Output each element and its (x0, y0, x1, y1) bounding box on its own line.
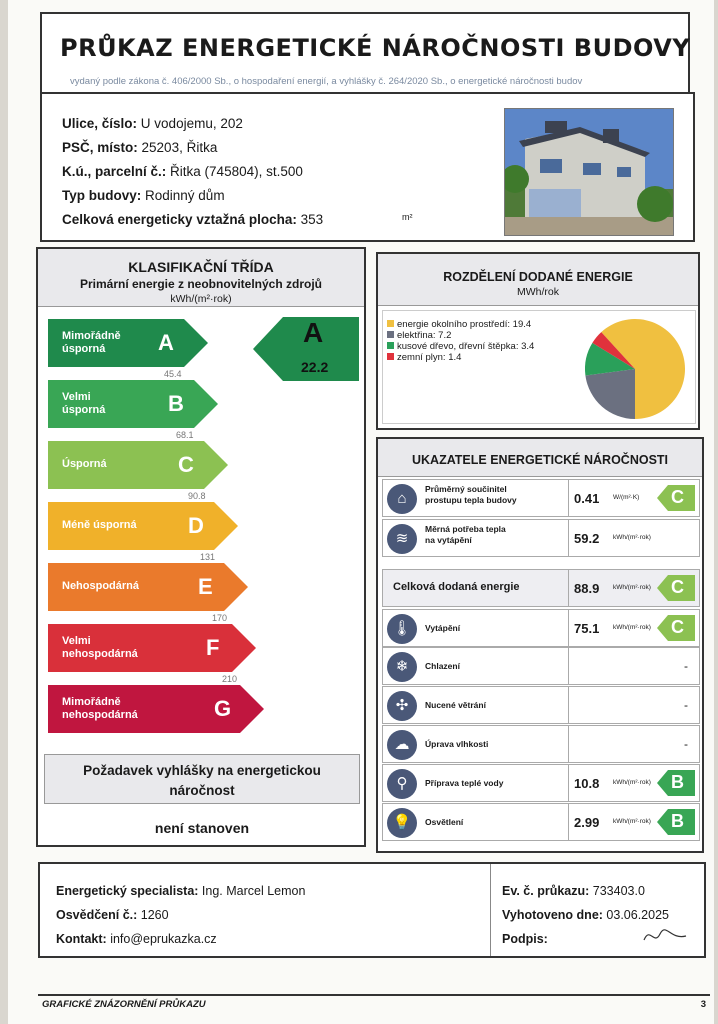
indicator-value: 59.2 (574, 531, 600, 546)
indicator-value-cell (568, 648, 698, 684)
class-limit: 90.8 (188, 491, 206, 501)
indicator-class-badge: C (657, 575, 695, 601)
psc-row: PSČ, místo: 25203, Řitka (62, 140, 218, 155)
current-class-marker (253, 317, 359, 381)
indicator-row (382, 725, 700, 763)
indicator-unit: kWh/(m²·rok) (613, 624, 651, 631)
class-label: Nehospodárná (62, 580, 140, 592)
class-label: Mimořádně úsporná (62, 330, 121, 355)
indicator-dash: - (684, 698, 688, 712)
class-label: Mimořádně nehospodárná (62, 696, 138, 721)
distribution-pie-chart (583, 317, 687, 421)
indicator-value-cell (568, 687, 698, 723)
indicator-value: 75.1 (574, 621, 600, 636)
indicator-row (382, 647, 700, 685)
indicator-row (382, 479, 700, 517)
heating-thermometer-icon: 🌡 (387, 614, 417, 644)
classification-panel (36, 247, 366, 847)
signature-row: Podpis: (502, 932, 548, 946)
parcel-row: K.ú., parcelní č.: Řitka (745804), st.500 (62, 164, 303, 179)
indicator-name: Chlazení (425, 661, 460, 671)
indicator-row (382, 764, 700, 802)
class-limit: 170 (212, 613, 228, 623)
street-row: Ulice, číslo: U vodojemu, 202 (62, 116, 243, 131)
indicators-panel: UKAZATELE ENERGETICKÉ NÁROČNOSTI ⌂ Průměrný součinitel prostupu tepla budovy 0.41 W/(m²·K) C ≋ Měrná potřeba tepla na vytápění 59.2 kWh/(m²·rok) Celková dodaná energie 88.9 kWh/(m²·rok) C 🌡 Vytápění 75.1 kWh/(m²·rok) C ❄ Chlazení - ✣ Nucené větrání - ☁ Úprava vlhkosti - ⚲ Příprava teplé vody 10.8 kWh/(m²·rok) B 💡 Osvětlení 2.99 kWh/(m²·rok) B (376, 437, 704, 853)
indicator-row (382, 609, 700, 647)
specialist-row: Energetický specialista: Ing. Marcel Lemon (56, 884, 306, 898)
indicator-row (382, 519, 700, 557)
page-footer: GRAFICKÉ ZNÁZORNĚNÍ PRŮKAZU 3 (38, 994, 710, 996)
indicator-unit: kWh/(m²·rok) (613, 534, 651, 541)
page-number: 3 (700, 999, 706, 1010)
humidity-cloud-icon: ☁ (387, 730, 417, 760)
legal-subtitle: vydaný podle zákona č. 406/2000 Sb., o hospodaření energií, a vyhlášky č. 264/2020 Sb., o energetické náročnosti budov (70, 76, 583, 87)
class-letter: C (178, 452, 194, 477)
legend-item: zemní plyn: 1.4 (387, 352, 461, 363)
indicator-row (382, 686, 700, 724)
indicator-name: Příprava teplé vody (425, 778, 504, 788)
legend-item: energie okolního prostředí: 19.4 (387, 319, 531, 330)
certificate-row: Osvědčení č.: 1260 (56, 908, 169, 922)
class-limit: 131 (200, 552, 216, 562)
class-limit: 210 (222, 674, 238, 684)
class-arrow-a (48, 319, 208, 367)
fan-icon: ✣ (387, 691, 417, 721)
indicator-name: Úprava vlhkosti (425, 739, 489, 749)
indicator-unit: kWh/(m²·rok) (613, 818, 651, 825)
indicator-unit: kWh/(m²·rok) (613, 584, 651, 591)
classification-header: KLASIFIKAČNÍ TŘÍDA Primární energie z neobnovitelných zdrojů kWh/(m²·rok) (38, 249, 364, 307)
class-letter: F (206, 635, 220, 660)
class-arrow-g (48, 685, 264, 733)
indicator-unit: W/(m²·K) (613, 494, 640, 501)
contact-row: Kontakt: info@eprukazka.cz (56, 932, 217, 946)
indicator-unit: kWh/(m²·rok) (613, 779, 651, 786)
class-letter: A (158, 330, 174, 355)
indicator-name: Vytápění (425, 623, 461, 633)
energy-distribution-panel: ROZDĚLENÍ DODANÉ ENERGIE MWh/rok energie okolního prostředí: 19.4 elektřina: 7.2 kusové dřevo, dřevní štěpka: 3.4 zemní plyn: 1.4 (376, 252, 700, 430)
class-label: Velmi nehospodárná (62, 635, 138, 660)
indicator-value: 10.8 (574, 776, 600, 791)
indicator-value: 2.99 (574, 815, 600, 830)
indicator-row (382, 569, 700, 607)
house-icon: ⌂ (387, 484, 417, 514)
class-arrow-d (48, 502, 238, 550)
current-class-value: 22.2 (301, 359, 329, 375)
specialist-box (38, 862, 706, 958)
indicator-dash: - (684, 737, 688, 751)
issued-date-row: Vyhotoveno dne: 03.06.2025 (502, 908, 669, 922)
cooling-thermometer-icon: ❄ (387, 652, 417, 682)
indicator-value-cell (568, 726, 698, 762)
indicator-dash: - (684, 659, 688, 673)
indicator-row (382, 803, 700, 841)
indicator-class-badge: C (657, 615, 695, 641)
class-letter: D (188, 513, 204, 538)
light-bulb-icon: 💡 (387, 808, 417, 838)
current-class-letter: A (303, 317, 324, 348)
record-number-row: Ev. č. průkazu: 733403.0 (502, 884, 645, 898)
requirement-box: Požadavek vyhlášky na energetickou náročnost není stanoven (44, 754, 360, 844)
legend-item: kusové dřevo, dřevní štěpka: 3.4 (387, 341, 534, 352)
class-limit: 68.1 (176, 430, 194, 440)
indicator-value: 88.9 (574, 581, 600, 596)
heat-waves-icon: ≋ (387, 524, 417, 554)
class-letter: E (198, 574, 213, 599)
class-label: Méně úsporná (62, 519, 137, 531)
legend-item: elektřina: 7.2 (387, 330, 451, 341)
indicator-name: Nucené větrání (425, 700, 486, 710)
indicator-name: Měrná potřeba tepla na vytápění (425, 524, 506, 545)
certificate-page (8, 0, 714, 1024)
indicator-class-badge: C (657, 485, 695, 511)
class-arrow-f (48, 624, 256, 672)
requirement-value: není stanoven (154, 820, 250, 836)
class-letter: B (168, 391, 184, 416)
class-arrow-c (48, 441, 228, 489)
indicator-class-badge: B (657, 770, 695, 796)
water-tap-icon: ⚲ (387, 769, 417, 799)
class-label: Úsporná (62, 458, 107, 470)
area-row: Celková energeticky vztažná plocha: 353 m² (62, 212, 413, 227)
signature-scribble (640, 924, 690, 948)
indicator-name: Osvětlení (425, 817, 464, 827)
indicator-value-cell (568, 520, 698, 556)
class-arrow-b (48, 380, 218, 428)
class-letter: G (214, 696, 232, 721)
class-limit: 45.4 (164, 369, 182, 379)
class-arrow-e (48, 563, 248, 611)
building-info-box (40, 92, 695, 242)
pie-slice (585, 369, 635, 419)
page-title: PRŮKAZ ENERGETICKÉ NÁROČNOSTI BUDOVY (60, 34, 691, 62)
indicator-name: Průměrný součinitel prostupu tepla budovy (425, 484, 517, 505)
indicator-class-badge: B (657, 809, 695, 835)
indicator-name: Celková dodaná energie (393, 581, 520, 593)
title-box (40, 12, 690, 104)
building-type-row: Typ budovy: Rodinný dům (62, 188, 225, 203)
building-photo (504, 108, 674, 236)
indicator-value: 0.41 (574, 491, 600, 506)
class-label: Velmi úsporná (62, 391, 106, 416)
